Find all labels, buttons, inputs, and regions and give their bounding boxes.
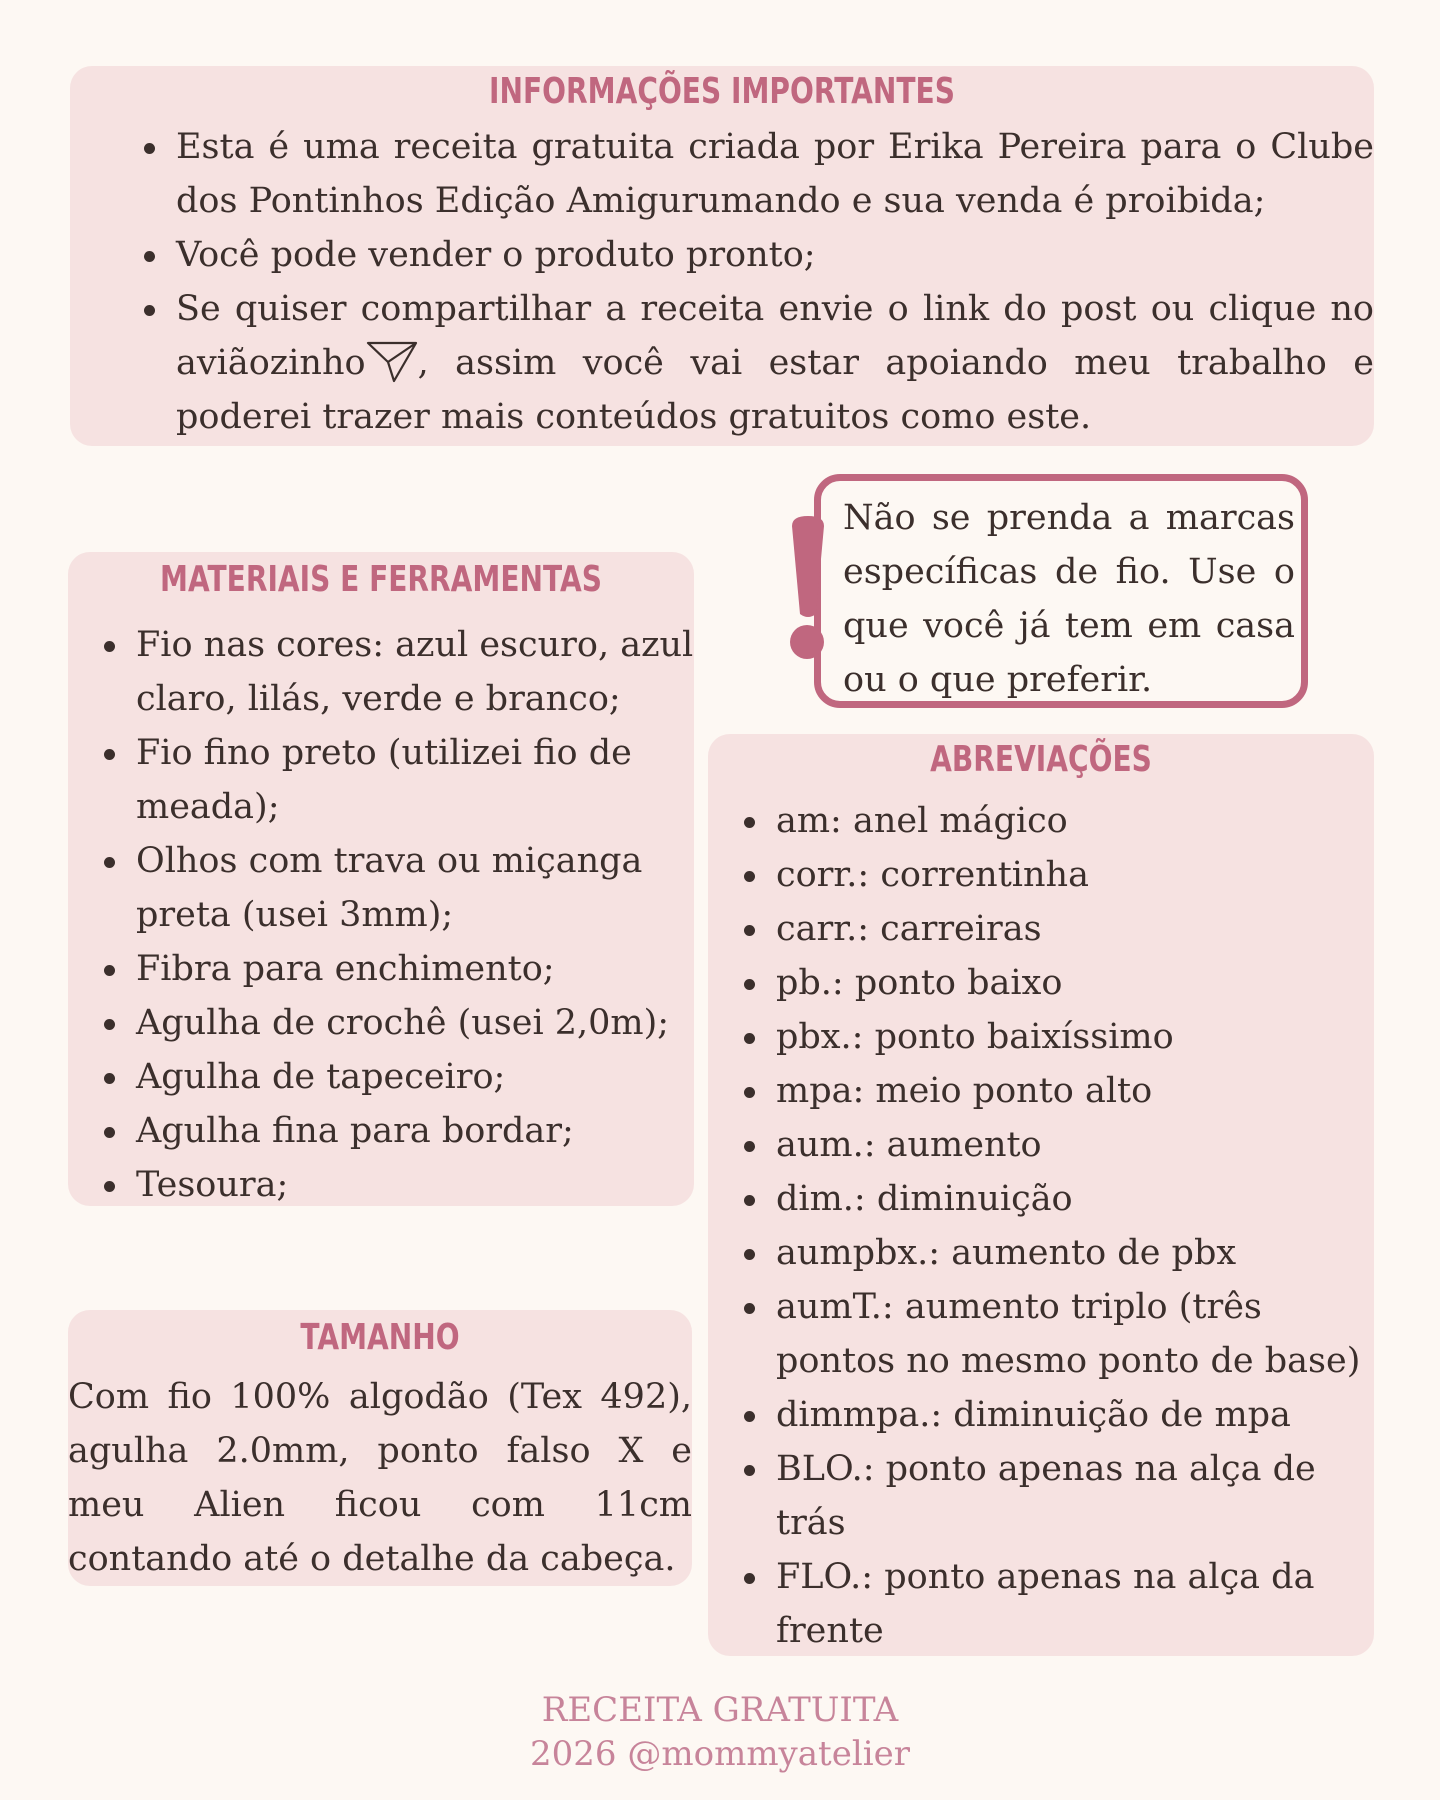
list-item: Tesoura; [98,1158,694,1212]
size-panel [68,1310,692,1586]
size-text: Com fio 100% algodão (Tex 492), agulha 2.0mm, ponto falso X e meu Alien ficou com 11cm contando até o detalhe da cabeça. [68,1377,692,1579]
list-item: Fibra para enchimento; [98,942,694,996]
alert-text: Não se prenda a marcas específicas de fio. Use o que você já tem em casa ou o que preferir. [843,498,1295,700]
materials-panel [68,552,694,1206]
list-item: Agulha de tapeceiro; [98,1050,694,1104]
list-item: pbx.: ponto baixíssimo [738,1010,1374,1064]
info-title: INFORMAÇÕES IMPORTANTES [489,71,955,112]
abbreviations-title: ABREVIAÇÕES [930,739,1152,780]
list-item: am: anel mágico [738,794,1374,848]
list-item: Agulha fina para bordar; [98,1104,694,1158]
list-item: mpa: meio ponto alto [738,1064,1374,1118]
abbreviations-panel [708,734,1374,1656]
info-panel [70,66,1374,446]
footer [0,1688,1440,1776]
list-item: Você pode vender o produto pronto; [138,228,1374,282]
info-list [138,120,1374,444]
list-item: Olhos com trava ou miçanga preta (usei 3mm); [98,834,694,942]
share-text-after: , assim você vai estar apoiando meu trabalho e poderei trazer mais conteúdos gratuitos como este. [176,343,1374,437]
list-item: dim.: diminuição [738,1172,1374,1226]
list-item: Fio nas cores: azul escuro, azul claro, lilás, verde e branco; [98,618,694,726]
exclamation-icon [786,512,830,662]
footer-handle: 2026 @mommyatelier [530,1734,910,1774]
list-item: aumT.: aumento triplo (três pontos no mesmo ponto de base) [738,1280,1374,1388]
list-item: dimmpa.: diminuição de mpa [738,1388,1374,1442]
list-item-share [138,282,1374,444]
footer-line-1: RECEITA GRATUITA [541,1690,899,1730]
alert-box [814,474,1308,708]
list-item: aumpbx.: aumento de pbx [738,1226,1374,1280]
list-item: aum.: aumento [738,1118,1374,1172]
list-item: Fio fino preto (utilizei fio de meada); [98,726,694,834]
list-item: Esta é uma receita gratuita criada por Erika Pereira para o Clube dos Pontinhos Edição Amigurumando e sua venda é proibida; [138,120,1374,228]
list-item: carr.: carreiras [738,902,1374,956]
materials-title: MATERIAIS E FERRAMENTAS [160,559,602,600]
paper-plane-icon [366,340,418,384]
share-text-before: Se quiser compartilhar a receita envie o link do post ou clique no aviãozinho [176,289,1374,383]
materials-list [98,618,694,1212]
list-item: corr.: correntinha [738,848,1374,902]
list-item: pb.: ponto baixo [738,956,1374,1010]
list-item: Agulha de crochê (usei 2,0m); [98,996,694,1050]
list-item: FLO.: ponto apenas na alça da frente [738,1550,1374,1658]
abbreviations-list [738,794,1374,1658]
list-item: BLO.: ponto apenas na alça de trás [738,1442,1374,1550]
size-title: TAMANHO [300,1317,460,1358]
